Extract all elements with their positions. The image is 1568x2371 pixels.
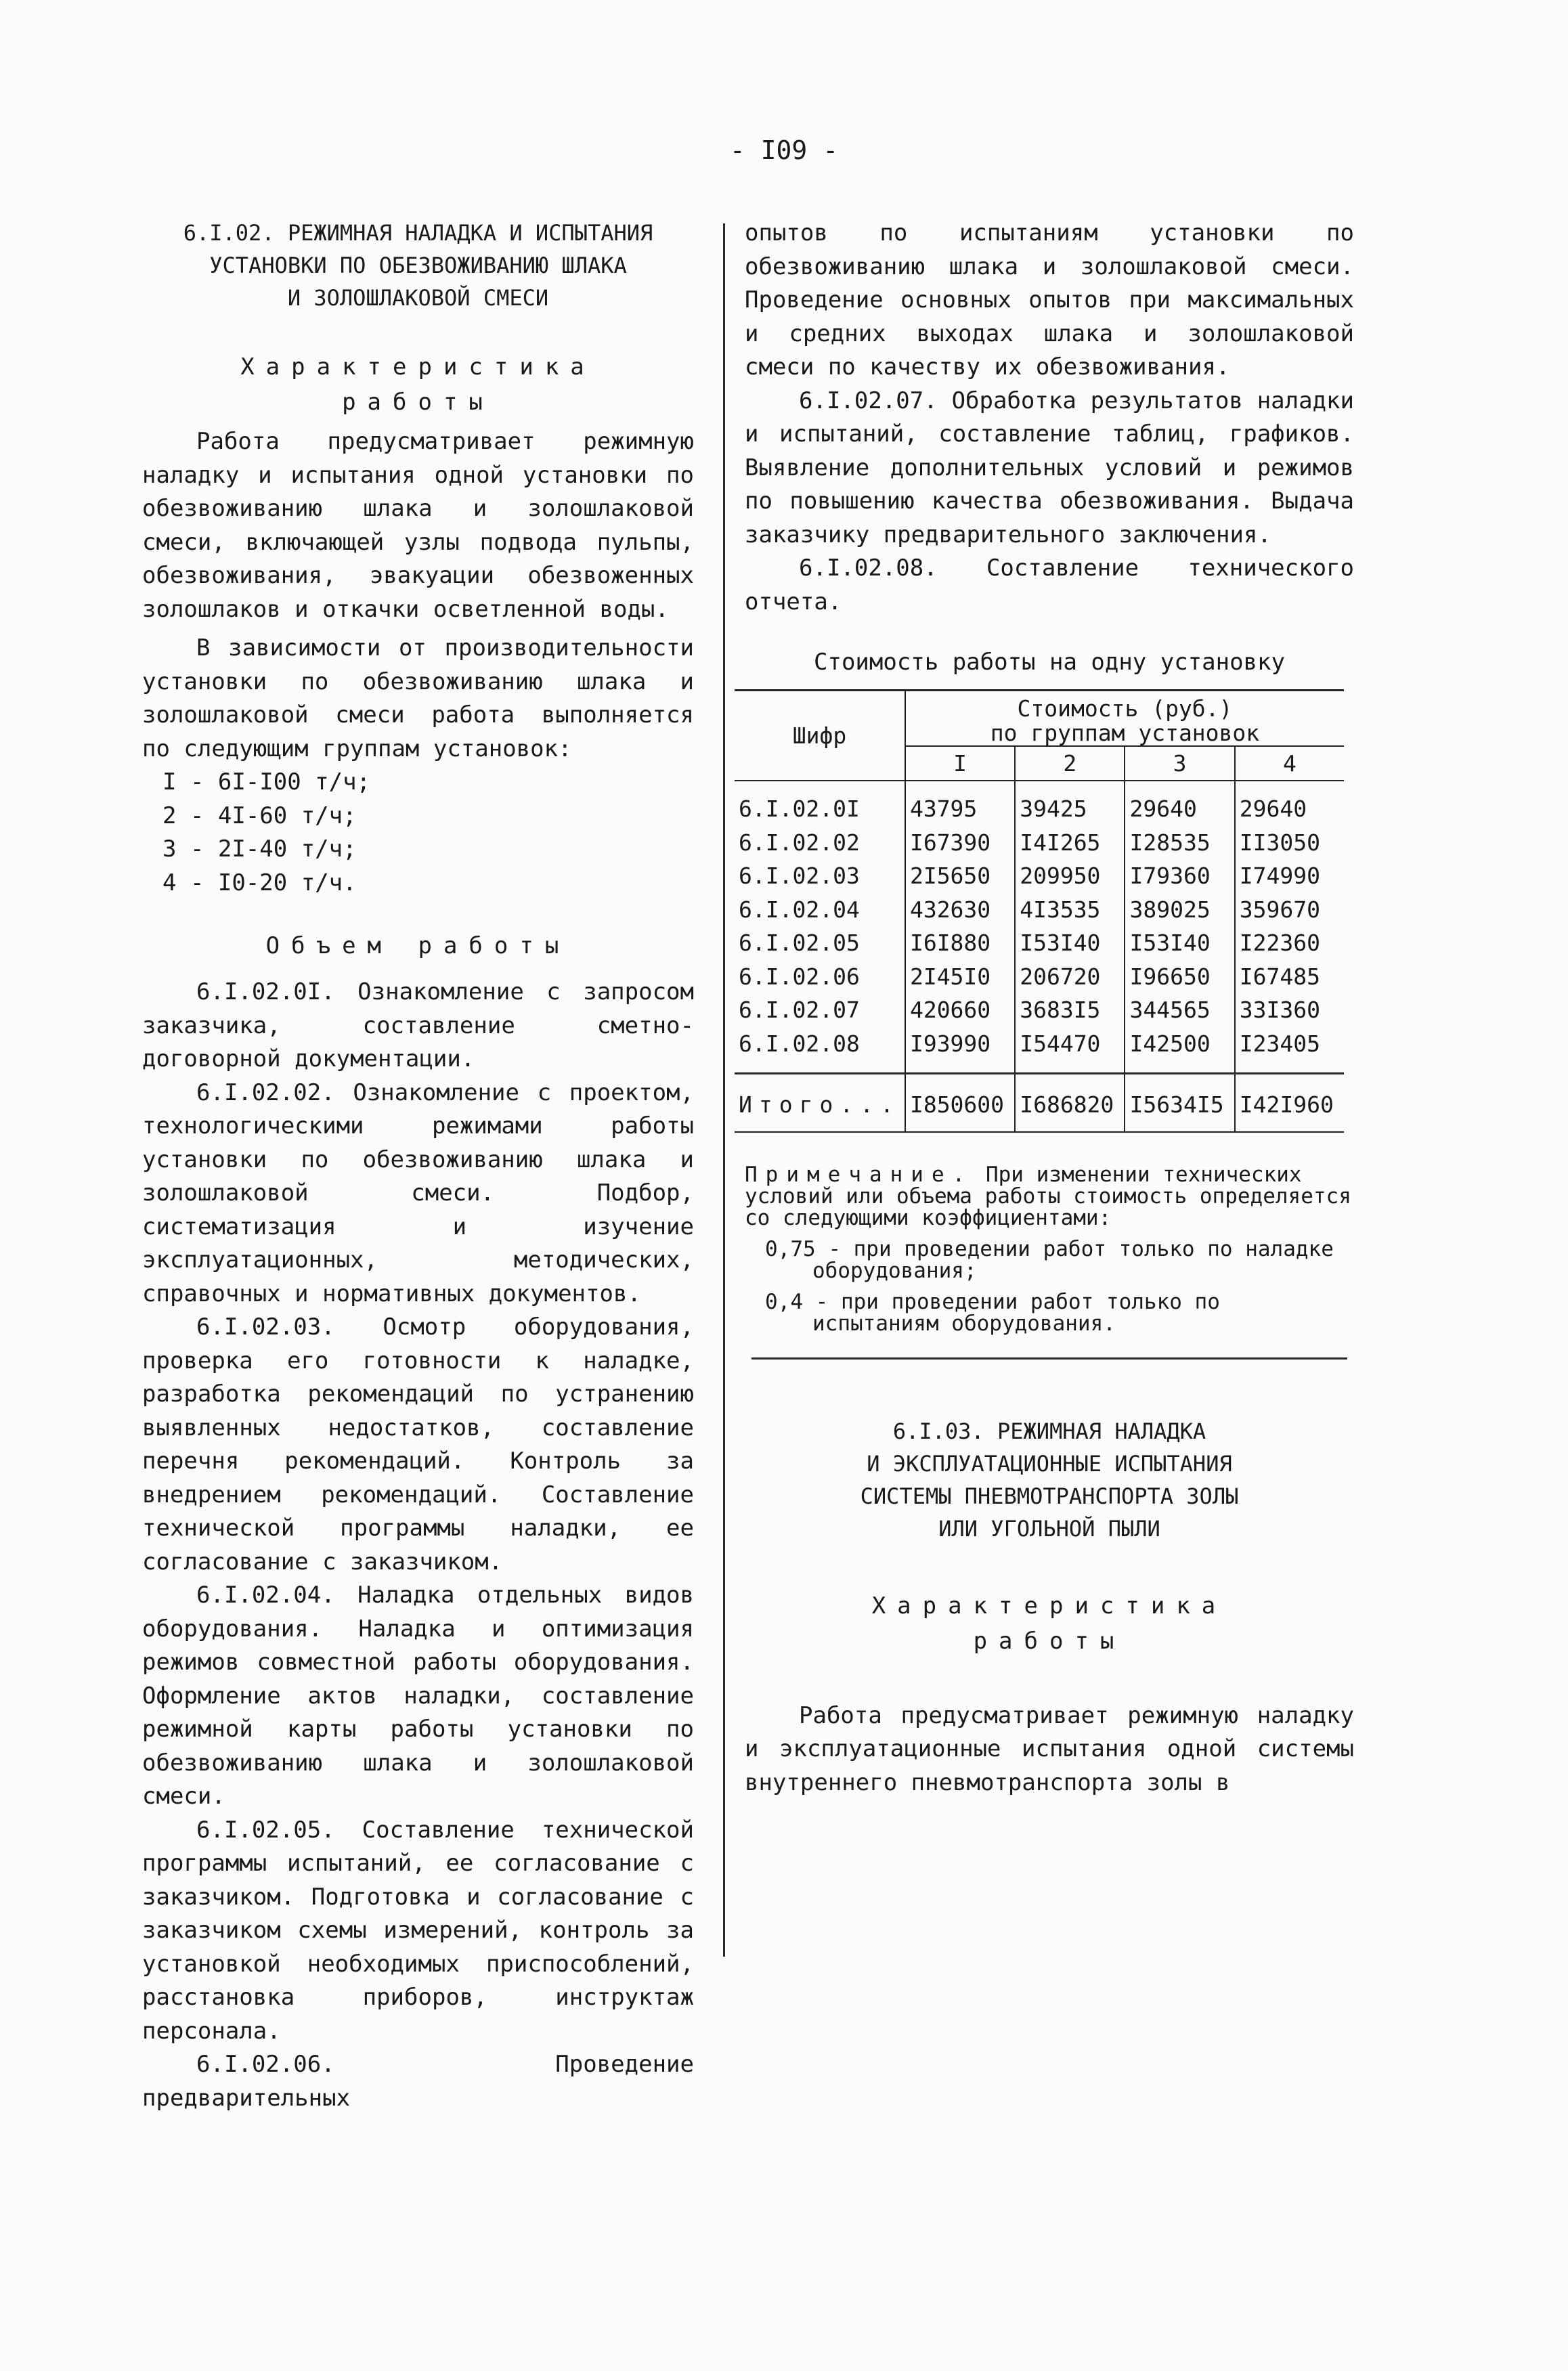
page-number: - I09 -	[729, 135, 839, 165]
characteristic-heading: Характеристика	[240, 353, 596, 380]
column-divider	[723, 223, 725, 1957]
cost-cell: 209950	[1015, 859, 1125, 893]
section-heading-line: И ЗОЛОШЛАКОВОЙ СМЕСИ	[287, 285, 549, 311]
characteristic-paragraph: Работа предусматривает режимную наладку и испытания одной установки по обезвоживанию шлака и золошлаковой смеси, включающей узлы подвода пульпы, обезвоживания, эвакуации обезвоженных золошлаков и откачки осветленной воды.	[142, 428, 694, 623]
cost-cell: 43795	[905, 781, 1015, 826]
note-text: При изменении технических условий или объема работы стоимость определяется со следующими коэффициентами:	[745, 1162, 1351, 1230]
total-label: Итого...	[735, 1074, 905, 1132]
row-code: 6.I.02.03	[735, 859, 905, 893]
total-cell: I686820	[1015, 1074, 1125, 1132]
table-body	[735, 781, 1344, 1074]
cost-cell: 389025	[1125, 893, 1234, 927]
group-header: I	[905, 746, 1015, 781]
section2-heading-line: 6.I.03. РЕЖИМНАЯ НАЛАДКА	[892, 1418, 1206, 1444]
row-code: 6.I.02.02	[735, 826, 905, 860]
row-code: 6.I.02.07	[735, 993, 905, 1027]
section2-heading-line: ИЛИ УГОЛЬНОЙ ПЫЛИ	[938, 1515, 1160, 1542]
cost-cell: I53I40	[1015, 926, 1125, 960]
group-item: 3 - 2I-40 т/ч;	[162, 835, 357, 863]
total-cell: I42I960	[1239, 1091, 1334, 1118]
cost-cell: I23405	[1239, 1030, 1320, 1057]
table-row	[735, 960, 1344, 994]
coefficient-item: 0,4 - при проведении работ только по испытаниям оборудования.	[765, 1289, 1220, 1336]
cost-cell: I42500	[1125, 1027, 1234, 1074]
group-item: 4 - I0-20 т/ч.	[162, 869, 357, 896]
table-row	[735, 826, 1344, 860]
cost-cell: 432630	[905, 893, 1015, 927]
cost-cell: I53I40	[1125, 926, 1234, 960]
table-caption: Стоимость работы на одну установку	[814, 649, 1285, 676]
group-item: 2 - 4I-60 т/ч;	[162, 802, 357, 829]
cost-cell: I4I265	[1015, 826, 1125, 860]
cost-cell: I54470	[1015, 1027, 1125, 1074]
scope-item: 6.I.02.02. Ознакомление с проектом, технологическими режимами работы установки по обезвоживанию шлака и золошлаковой смеси. Подбор, систематизация и изучение эксплуатационных, методических, справочных и нормативных документов.	[142, 1079, 694, 1307]
cost-cell: I22360	[1239, 930, 1320, 956]
groups-intro-paragraph: В зависимости от производительности установки по обезвоживанию шлака и золошлаковой смеси работа выполняется по следующим группам установок:	[142, 634, 694, 762]
group-header: 3	[1125, 746, 1234, 781]
total-cell: I5634I5	[1125, 1074, 1234, 1132]
cost-cell: I67485	[1239, 963, 1320, 990]
row-code: 6.I.02.0I	[735, 781, 905, 826]
table-row	[735, 859, 1344, 893]
cost-cell: 3683I5	[1015, 993, 1125, 1027]
scope-item: 6.I.02.08. Составление технического отчета.	[745, 554, 1354, 615]
section2-heading-line: СИСТЕМЫ ПНЕВМОТРАНСПОРТА ЗОЛЫ	[860, 1483, 1239, 1509]
row-code: 6.I.02.05	[735, 926, 905, 960]
cost-cell: 39425	[1015, 781, 1125, 826]
total-cell: I850600	[905, 1074, 1015, 1132]
cost-header	[905, 690, 1344, 746]
characteristic-subheading: работы	[342, 389, 494, 416]
group-item: I - 6I-I00 т/ч;	[162, 768, 371, 796]
scope-item: 6.I.02.04. Наладка отдельных видов оборудования. Наладка и оптимизация режимов совместной работы оборудования. Оформление актов наладки, составление режимной карты работы установки по обезвоживанию шлака и золошлаковой смеси.	[142, 1582, 694, 1810]
table-row	[735, 781, 1344, 826]
characteristic2-paragraph: Работа предусматривает режимную наладку и эксплуатационные испытания одной системы внутреннего пневмотранспорта золы в	[745, 1701, 1354, 1796]
cost-cell: 206720	[1015, 960, 1125, 994]
groups-list	[162, 766, 694, 900]
characteristic2-heading: Характеристика	[871, 1592, 1227, 1619]
cost-cell: I79360	[1125, 859, 1234, 893]
cost-cell: 29640	[1125, 781, 1234, 826]
note-rule	[752, 1334, 1347, 1359]
cost-cell: 4I3535	[1015, 893, 1125, 927]
group-header: 4	[1282, 749, 1297, 777]
section-heading	[142, 217, 694, 314]
section2-heading	[745, 1415, 1354, 1545]
cost-cell: 359670	[1239, 896, 1320, 923]
cost-cell: II3050	[1239, 829, 1320, 856]
left-column	[142, 217, 694, 2115]
cost-header-line1: Стоимость (руб.)	[1017, 695, 1233, 722]
cost-cell: 2I5650	[905, 859, 1015, 893]
characteristic2-subheading: работы	[973, 1627, 1126, 1655]
scope-item: 6.I.02.0I. Ознакомление с запросом заказчика, составление сметно-договорной документации.	[142, 978, 694, 1072]
scope-item: 6.I.02.05. Составление технической программы испытаний, ее согласование с заказчиком. Подготовка и согласование с заказчиком схемы измерений, контроль за установкой необходимых приспособлений, расстановка приборов, инструктаж персонала.	[142, 1816, 694, 2045]
cost-cell: I74990	[1239, 863, 1320, 889]
scope-item: 6.I.02.07. Обработка результатов наладки и испытаний, составление таблиц, графиков. Выявление дополнительных условий и режимов по повышению качества обезвоживания. Выдача заказчику предварительного заключения.	[745, 387, 1354, 548]
cost-cell: I6I880	[905, 926, 1015, 960]
table-row	[735, 893, 1344, 927]
cost-cell: I28535	[1125, 826, 1234, 860]
scope-item: 6.I.02.06. Проведение предварительных	[142, 2051, 694, 2112]
cost-header-line2: по группам установок	[990, 719, 1260, 746]
table-row	[735, 993, 1344, 1027]
section-heading-line: УСТАНОВКИ ПО ОБЕЗВОЖИВАНИЮ ШЛАКА	[209, 253, 627, 278]
cost-table	[735, 689, 1344, 1133]
scope-item: опытов по испытаниям установки по обезвоживанию шлака и золошлаковой смеси. Проведение основных опытов при максимальных и средних выходах шлака и золошлаковой смеси по качеству их обезвоживания.	[745, 219, 1354, 380]
cost-cell: 344565	[1125, 993, 1234, 1027]
table-note	[745, 1164, 1354, 1334]
coefficient-item: 0,75 - при проведении работ только по наладке оборудования;	[765, 1236, 1334, 1283]
cost-cell: 33I360	[1239, 997, 1320, 1023]
cost-cell: I93990	[905, 1027, 1015, 1074]
scope-heading: Объем работы	[265, 932, 571, 959]
scope-item: 6.I.02.03. Осмотр оборудования, проверка его готовности к наладке, разработка рекомендаций по устранению выявленных недостатков, составление перечня рекомендаций. Контроль за внедрением рекомендаций. Составление технической программы наладки, ее согласование с заказчиком.	[142, 1313, 694, 1575]
cost-cell: I67390	[905, 826, 1015, 860]
cost-cell: 420660	[905, 993, 1015, 1027]
row-code: 6.I.02.08	[735, 1027, 905, 1074]
table-row	[735, 1027, 1344, 1074]
section-heading-line: 6.I.02. РЕЖИМНАЯ НАЛАДКА И ИСПЫТАНИЯ	[183, 220, 653, 246]
table-row	[735, 926, 1344, 960]
code-header: Шифр	[735, 690, 905, 781]
cost-cell: I96650	[1125, 960, 1234, 994]
group-header: 2	[1015, 746, 1125, 781]
cost-cell: 2I45I0	[905, 960, 1015, 994]
cost-cell: 29640	[1239, 796, 1307, 822]
right-column	[739, 217, 1354, 1800]
row-code: 6.I.02.04	[735, 893, 905, 927]
note-label: Примечание.	[745, 1162, 974, 1187]
section2-heading-line: И ЭКСПЛУАТАЦИОННЫЕ ИСПЫТАНИЯ	[867, 1450, 1232, 1477]
row-code: 6.I.02.06	[735, 960, 905, 994]
